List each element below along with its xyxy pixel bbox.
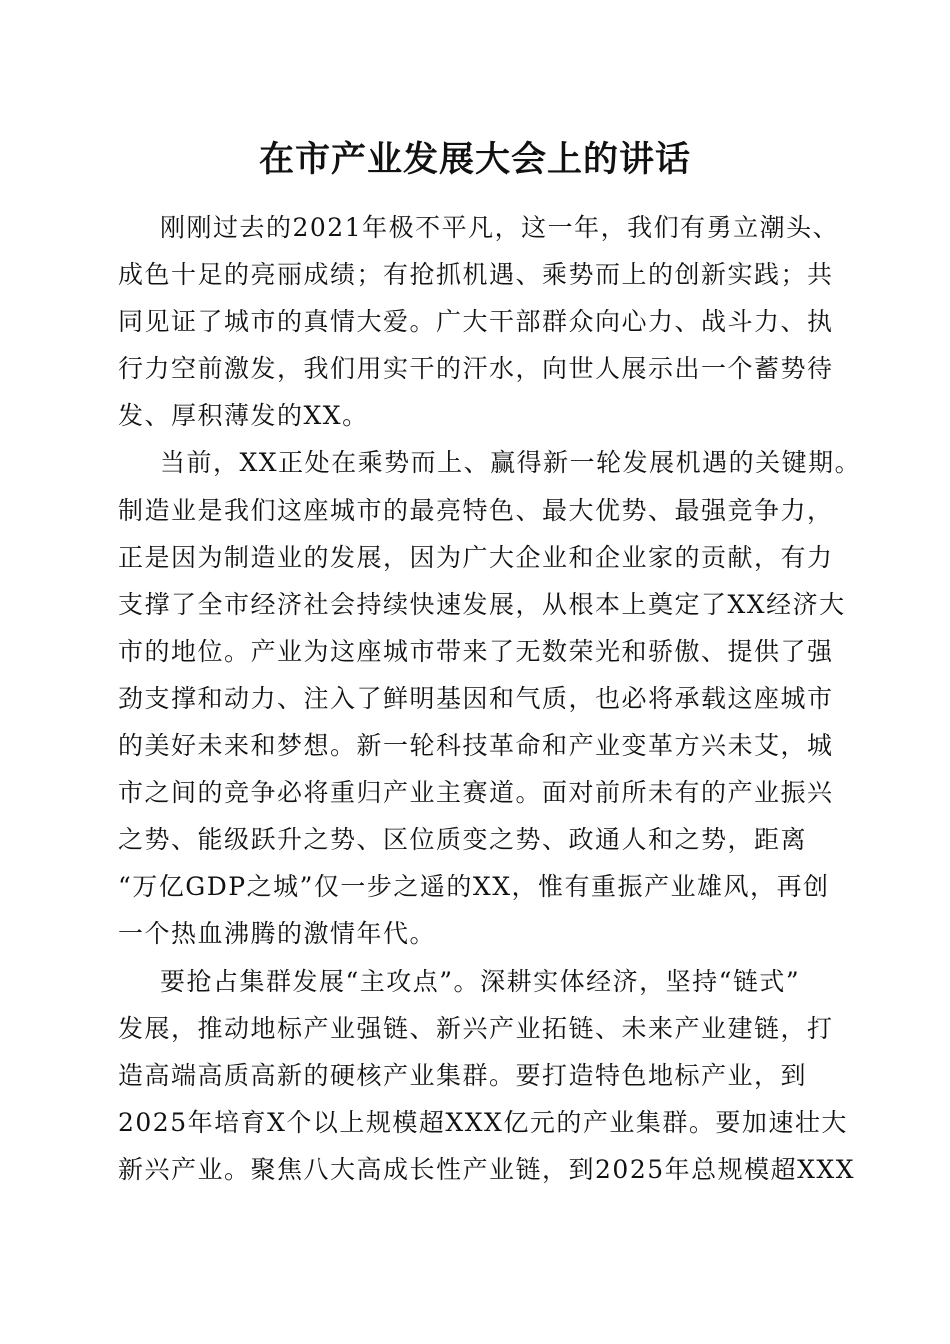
text-line: 市之间的竞争必将重归产业主赛道。面对前所未有的产业振兴 [118, 778, 834, 808]
text-line: 发展，推动地标产业强链、新兴产业拓链、未来产业建链，打 [118, 1013, 834, 1043]
text-line: 的美好未来和梦想。新一轮科技革命和产业变革方兴未艾，城 [118, 731, 834, 761]
text-line: 之势、能级跃升之势、区位质变之势、政通人和之势，距离 [118, 825, 808, 855]
paragraph [118, 439, 862, 957]
text-line: 刚刚过去的2021年极不平凡，这一年，我们有勇立潮头、 [160, 213, 840, 242]
text-line: 成色十足的亮丽成绩；有抢抓机遇、乘势而上的创新实践；共 [118, 260, 834, 290]
text-line: 正是因为制造业的发展，因为广大企业和企业家的贡献，有力 [118, 542, 834, 572]
document-body [118, 204, 862, 1193]
text-line: 要抢占集群发展“主攻点”。深耕实体经济，坚持“链式” [160, 966, 801, 996]
text-line: 劲支撑和动力、注入了鲜明基因和气质，也必将承载这座城市 [118, 683, 834, 713]
text-line: 一个热血沸腾的激情年代。 [118, 919, 437, 949]
text-line: 造高端高质高新的硬核产业集群。要打造特色地标产业，到 [118, 1060, 808, 1090]
text-line: 同见证了城市的真情大爱。广大干部群众向心力、战斗力、执 [118, 307, 834, 337]
paragraph [118, 958, 856, 1193]
text-line: 支撑了全市经济社会持续快速发展，从根本上奠定了XX经济大 [118, 589, 846, 619]
paragraph [118, 204, 840, 439]
text-line: 行力空前激发，我们用实干的汗水，向世人展示出一个蓄势待 [118, 354, 834, 384]
text-line: 当前，XX正处在乘势而上、赢得新一轮发展机遇的关键期。 [160, 448, 862, 478]
text-line: 制造业是我们这座城市的最亮特色、最大优势、最强竞争力， [118, 495, 834, 525]
text-line: 新兴产业。聚焦八大高成长性产业链，到2025年总规模超XXX [118, 1154, 856, 1184]
document-title: 在市产业发展大会上的讲话 [258, 139, 691, 180]
text-line: 市的地位。产业为这座城市带来了无数荣光和骄傲、提供了强 [118, 636, 834, 666]
text-line: “万亿GDP之城”仅一步之遥的XX，惟有重振产业雄风，再创 [118, 872, 830, 902]
text-line: 发、厚积薄发的XX。 [118, 401, 369, 431]
text-line: 2025年培育X个以上规模超XXX亿元的产业集群。要加速壮大 [118, 1107, 848, 1137]
